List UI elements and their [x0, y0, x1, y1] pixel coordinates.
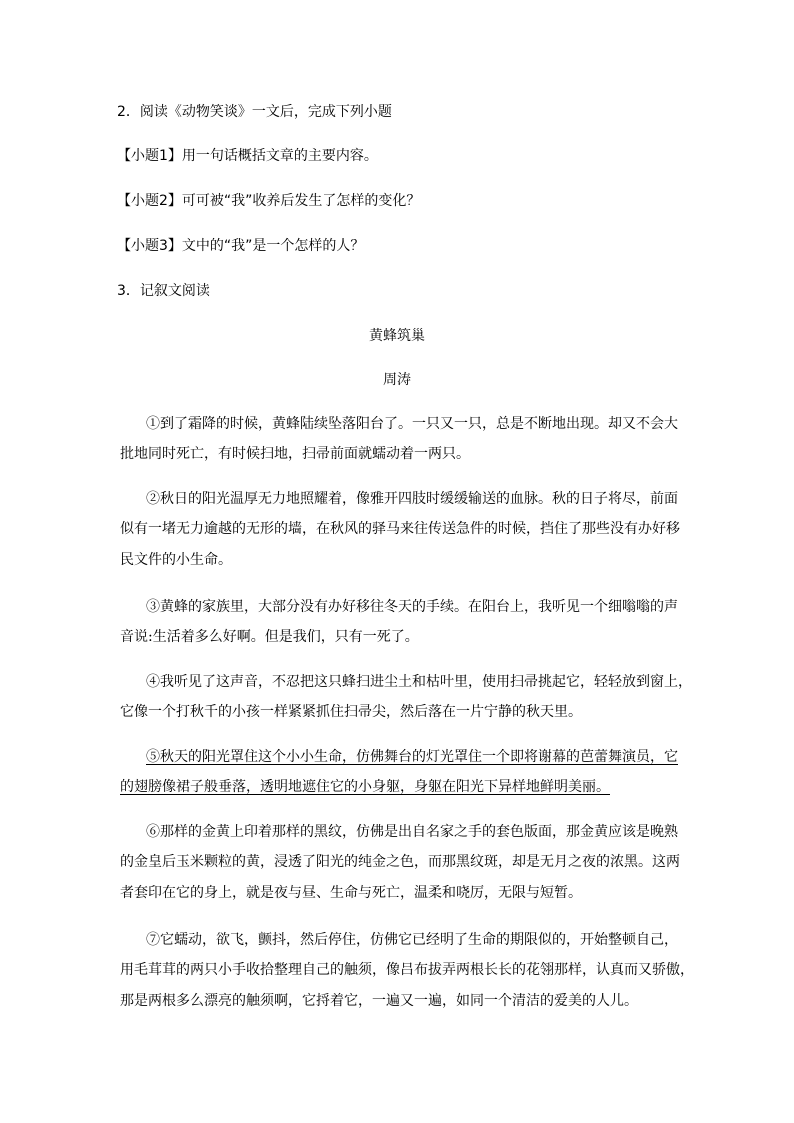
question-2-subquestion-1: 【小题1】用一句话概括文章的主要内容。: [117, 148, 378, 164]
article-title: 黄蜂筑巢: [369, 328, 425, 344]
paragraph-line: 者套印在它的身上，就是夜与昼、生命与死亡，温柔和哓厉，无限与短暂。: [120, 885, 582, 901]
paragraph-line: 的金皇后玉米颗粒的黄，浸透了阳光的纯金之色，而那黑纹斑，却是无月之夜的浓黑。这两: [120, 854, 680, 870]
question-2-subquestion-3: 【小题3】文中的“我”是一个怎样的人？: [117, 238, 365, 254]
paragraph-line: ③黄蜂的家族里，大部分没有办好移往冬天的手续。在阳台上，我听见一个细嗡嗡的声: [146, 599, 678, 615]
question-2-subquestion-2: 【小题2】可可被“我”收养后发生了怎样的变化？: [117, 193, 421, 209]
paragraph-line: 它像一个打秋千的小孩一样紧紧抓住扫帚尖，然后落在一片宁静的秋天里。: [120, 704, 582, 720]
paragraph-line: 那是两根多么漂亮的触须啊，它捋着它，一遍又一遍，如同一个清洁的爱美的人儿。: [120, 993, 638, 1009]
paragraph-line: 用毛茸茸的两只小手收拾整理自己的触须，像吕布拔弄两根长长的花翎那样，认真而又骄傲，: [120, 962, 694, 978]
question-2-heading: 2．阅读《动物笑谈》一文后，完成下列小题: [117, 104, 392, 120]
article-author: 周涛: [383, 372, 411, 388]
paragraph-line: ⑦它蠕动，欲飞，颤抖，然后停住，仿佛它已经明了生命的期限似的，开始整顿自己，: [146, 932, 678, 948]
paragraph-line: 似有一堵无力逾越的无形的墙，在秋风的驿马来往传送急件的时候，挡住了那些没有办好移: [120, 521, 680, 537]
paragraph-line: 音说:生活着多么好啊。但是我们，只有一死了。: [120, 629, 419, 645]
paragraph-line: ②秋日的阳光温厚无力地照耀着，像雅开四肢时缓缓输送的血脉。秋的日子将尽，前面: [146, 491, 678, 507]
paragraph-line: ⑥那样的金黄上印着那样的黑纹，仿佛是出自名家之手的套色版面，那金黄应该是晚熟: [146, 824, 678, 840]
paragraph-line: 的翅膀像裙子般垂落，透明地遮住它的小身躯，身躯在阳光下异样地鲜明美丽。: [120, 779, 610, 795]
paragraph-line: ①到了霜降的时候，黄蜂陆续坠落阳台了。一只又一只，总是不断地出现。却又不会大: [146, 416, 678, 432]
paragraph-line: 民文件的小生命。: [120, 552, 232, 568]
paragraph-line: 批地同时死亡，有时候扫地，扫帚前面就蠕动着一两只。: [120, 446, 470, 462]
paragraph-line: ⑤秋天的阳光罩住这个小小生命，仿佛舞台的灯光罩住一个即将谢幕的芭蕾舞演员，它: [146, 749, 678, 765]
paragraph-line: ④我听见了这声音，不忍把这只蜂扫进尘土和枯叶里，使用扫帚挑起它，轻轻放到窗上，: [146, 674, 692, 690]
question-3-heading: 3．记叙文阅读: [117, 283, 210, 299]
